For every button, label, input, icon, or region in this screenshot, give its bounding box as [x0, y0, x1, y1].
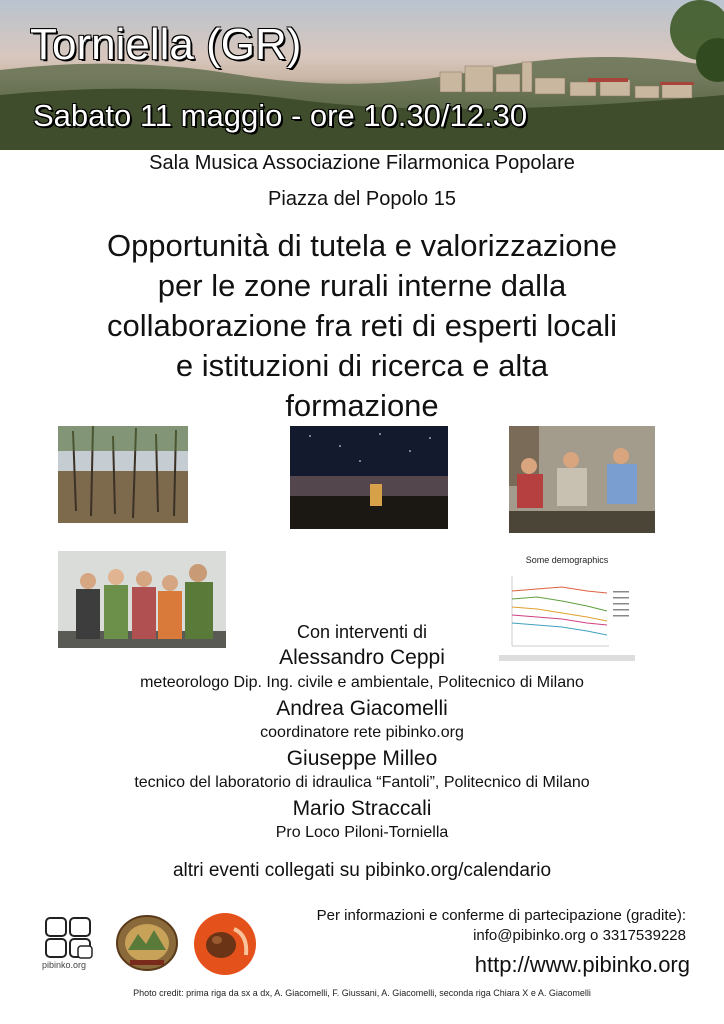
contact-info-line: Per informazioni e conferme di partecipazione (gradite):	[316, 907, 686, 924]
speaker-name: Giuseppe Milleo	[286, 747, 438, 770]
headline	[0, 226, 724, 426]
night-sky-photo	[290, 426, 448, 529]
speakers-intro: Con interventi di	[296, 622, 428, 642]
photo-credit: Photo credit: prima riga da sx a dx, A. Giacomelli, F. Giussani, A. Giacomelli, seconda riga Chiara X e A. Giacomelli	[133, 988, 591, 998]
headline-line: collaborazione fra reti di esperti locali	[106, 308, 618, 343]
headline-line: formazione	[285, 388, 439, 423]
pibinko-logo-label: pibinko.org	[42, 960, 87, 970]
page-title: Torniella (GR)	[30, 20, 302, 69]
events-link[interactable]: altri eventi collegati su pibinko.org/calendario	[172, 860, 552, 881]
proloco-logo	[114, 912, 180, 974]
header-banner	[0, 0, 724, 150]
headline-line: e istituzioni di ricerca e alta	[175, 348, 549, 383]
speaker-name: Mario Straccali	[292, 797, 432, 820]
chestnut-logo	[188, 911, 262, 977]
forest-photo	[58, 426, 188, 523]
speaker-role: coordinatore rete pibinko.org	[260, 724, 464, 741]
speaker-role: meteorologo Dip. Ing. civile e ambientale, Politecnico di Milano	[140, 674, 584, 691]
speaker-role: Pro Loco Piloni-Torniella	[275, 824, 449, 841]
speaker-name: Alessandro Ceppi	[279, 646, 445, 669]
website-link[interactable]: http://www.pibinko.org	[474, 952, 690, 977]
contact-email-phone[interactable]: info@pibinko.org o 3317539228	[473, 927, 686, 944]
chart-thumbnail-title: Some demographics	[525, 555, 609, 565]
speaker-name: Andrea Giacomelli	[276, 697, 448, 720]
venue-name: Sala Musica Associazione Filarmonica Popolare	[149, 152, 575, 174]
event-date: Sabato 11 maggio - ore 10.30/12.30	[33, 98, 528, 133]
contact-info	[317, 906, 686, 946]
villagers-photo	[509, 426, 655, 533]
headline-line: per le zone rurali interne dalla	[157, 268, 567, 303]
headline-line: Opportunità di tutela e valorizzazione	[106, 228, 618, 263]
pibinko-logo	[44, 916, 94, 960]
speaker-role: tecnico del laboratorio di idraulica “Fantoli”, Politecnico di Milano	[134, 774, 590, 791]
venue-address: Piazza del Popolo 15	[268, 188, 456, 210]
